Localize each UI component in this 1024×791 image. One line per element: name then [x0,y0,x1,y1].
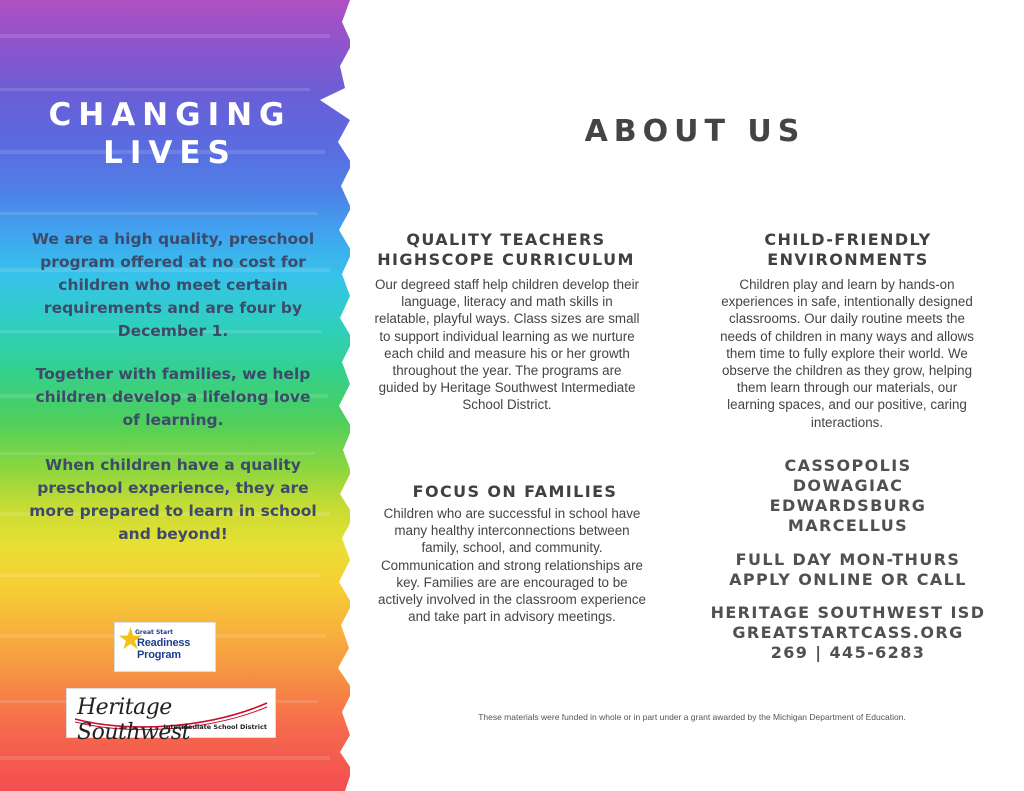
contact-info [700,603,996,663]
gsr-logo-line2: Readiness Program [137,637,191,661]
changing-lives-title [0,96,340,172]
prepared-paragraph: When children have a quality preschool experience, they are more prepared to learn in school and beyond! [29,456,317,543]
contact-website: GREATSTARTCASS.ORG [732,623,964,642]
title-line-2: LIVES [103,135,237,171]
schedule-line: FULL DAY MON-THURS [735,550,961,569]
locations-list [700,456,996,536]
hsw-logo-name: Heritage Southwest [77,695,190,745]
heading-line: CHILD-FRIENDLY [764,230,932,249]
quality-teachers-heading [370,230,642,270]
child-friendly-heading [708,230,988,270]
contact-phone: 269 | 445-6283 [770,643,926,662]
heading-line: FOCUS ON FAMILIES [412,482,618,501]
focus-families-body: Children who are successful in school have many healthy interconnections between family, school, and community. Communication and strong relationships are key. Families are are encouraged to be actively involved in the classroom experience and take part in advisory meetings. [378,506,646,625]
location-item: MARCELLUS [787,516,909,535]
contact-org: HERITAGE SOUTHWEST ISD [710,603,986,622]
child-friendly-body: Children play and learn by hands-on experiences in safe, intentionally designed classrooms. Our daily routine meets the needs of children in many ways and allows them time to fully explore their world. We observe the children as they grow, helping them learn through our materials, our learning spaces, and our positive, caring interactions. [720,277,974,430]
great-start-readiness-logo [114,622,216,672]
schedule-line: APPLY ONLINE OR CALL [729,570,967,589]
title-line-1: CHANGING [48,97,292,133]
about-us-title: ABOUT US [584,114,806,149]
funding-footnote: These materials were funded in whole or in part under a grant awarded by the Michigan Department of Education. [478,712,906,722]
heritage-southwest-logo [66,688,276,745]
location-item: DOWAGIAC [792,476,904,495]
star-icon: ★ [117,622,144,657]
quality-teachers-body: Our degreed staff help children develop their language, literacy and math skills in relatable, playful ways. Class sizes are small to support individual learning as we nurture each child and measure his or her growth throughout the year. The programs are guided by Heritage Southwest Intermediate School District. [374,277,640,413]
location-item: CASSOPOLIS [784,456,912,475]
gsr-logo-line1: Great Start [135,629,174,636]
hsw-logo-sub: Intermediate School District [163,723,267,731]
schedule-info [700,550,996,590]
heading-line: QUALITY TEACHERS [406,230,606,249]
heading-line: HIGHSCOPE CURRICULUM [377,250,635,269]
focus-families-heading [374,482,656,502]
location-item: EDWARDSBURG [769,496,927,515]
families-paragraph: Together with families, we help children develop a lifelong love of learning. [35,365,311,429]
intro-paragraph: We are a high quality, preschool program offered at no cost for children who meet certain requirements and are four by December 1. [31,230,315,340]
heading-line: ENVIRONMENTS [767,250,929,269]
